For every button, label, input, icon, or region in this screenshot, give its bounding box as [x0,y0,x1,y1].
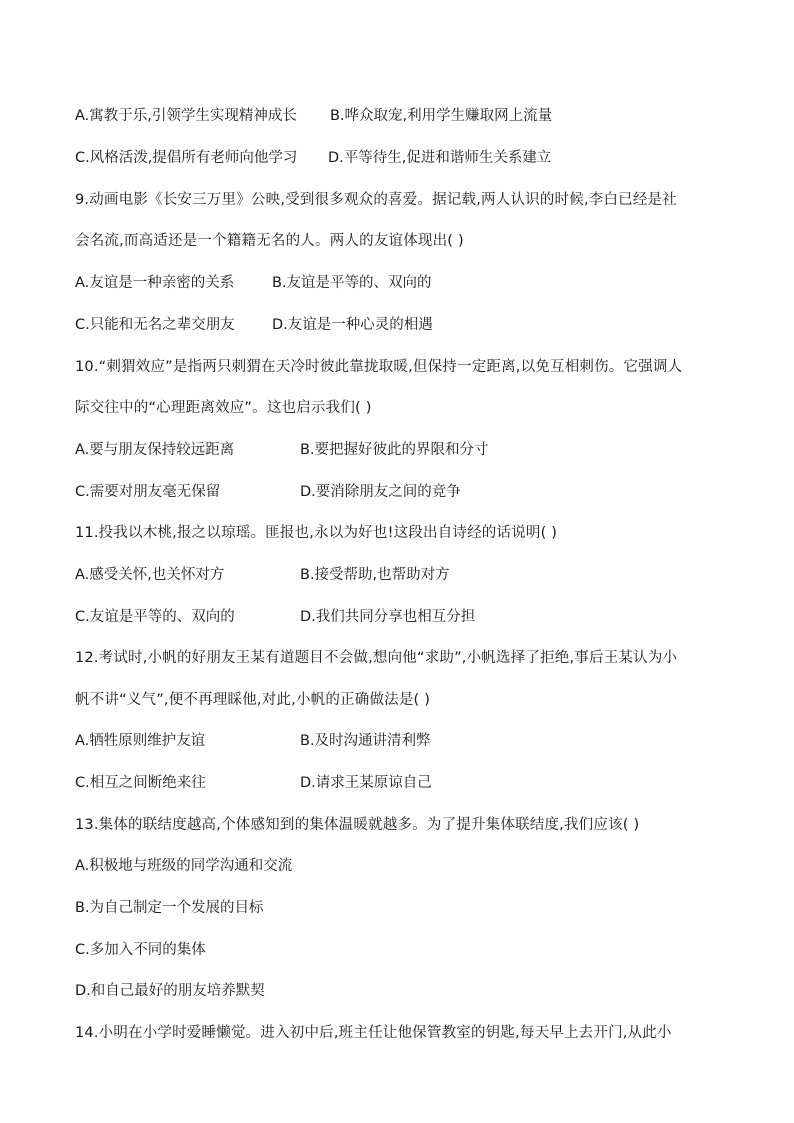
q12-stem-line1: 12.考试时,小帆的好朋友王某有道题目不会做,想向他“求助”,小帆选择了拒绝,事后王某认为小 [75,650,678,666]
q9-stem-line1: 9.动画电影《长安三万里》公映,受到很多观众的喜爱。据记载,两人认识的时候,李白已经是社 [75,192,677,208]
q10-stem-line1: 10.“刺猬效应”是指两只刺猬在天冷时彼此靠拢取暖,但保持一定距离,以免互相刺伤。它强调人 [75,359,683,375]
q11-option-b: B.接受帮助,也帮助对方 [300,567,450,583]
q8-option-d: D.平等待生,促进和谐师生关系建立 [328,150,552,166]
q8-option-b: B.哗众取宠,利用学生赚取网上流量 [330,108,553,124]
q9-option-b: B.友谊是平等的、双向的 [272,275,432,291]
q10-option-d: D.要消除朋友之间的竞争 [300,484,461,500]
q9-stem-line2: 会名流,而高适还是一个籍籍无名的人。两人的友谊体现出( ) [75,233,464,249]
q12-option-b: B.及时沟通讲清利弊 [300,733,431,749]
q9-option-d: D.友谊是一种心灵的相遇 [272,317,433,333]
q10-option-a: A.要与朋友保持较远距离 [75,442,235,458]
q9-option-a: A.友谊是一种亲密的关系 [75,275,235,291]
q10-option-c: C.需要对朋友毫无保留 [75,484,221,500]
q8-option-a: A.寓教于乐,引领学生实现精神成长 [75,108,297,124]
q13-option-c: C.多加入不同的集体 [75,942,206,958]
q13-option-d: D.和自己最好的朋友培养默契 [75,983,265,999]
q13-stem-line1: 13.集体的联结度越高,个体感知到的集体温暖就越多。为了提升集体联结度,我们应该( ) [75,817,640,833]
q11-option-d: D.我们共同分享也相互分担 [300,609,476,625]
q11-option-c: C.友谊是平等的、双向的 [75,609,235,625]
q12-option-d: D.请求王某原谅自己 [300,775,432,791]
q8-option-c: C.风格活泼,提倡所有老师向他学习 [75,150,298,166]
q13-option-b: B.为自己制定一个发展的目标 [75,900,264,916]
q9-option-c: C.只能和无名之辈交朋友 [75,317,235,333]
q13-option-a: A.积极地与班级的同学沟通和交流 [75,858,293,874]
q11-stem-line1: 11.投我以木桃,报之以琼瑶。匪报也,永以为好也!这段出自诗经的话说明( ) [75,525,558,541]
q12-option-a: A.牺牲原则维护友谊 [75,733,206,749]
q14-stem-line1: 14.小明在小学时爱睡懒觉。进入初中后,班主任让他保管教室的钥匙,每天早上去开门,从此小 [75,1025,672,1041]
q10-stem-line2: 际交往中的“心理距离效应”。这也启示我们( ) [75,400,372,416]
q12-option-c: C.相互之间断绝来往 [75,775,206,791]
q10-option-b: B.要把握好彼此的界限和分寸 [300,442,489,458]
q12-stem-line2: 帆不讲“义气”,便不再理睬他,对此,小帆的正确做法是( ) [75,692,431,708]
q11-option-a: A.感受关怀,也关怀对方 [75,567,225,583]
